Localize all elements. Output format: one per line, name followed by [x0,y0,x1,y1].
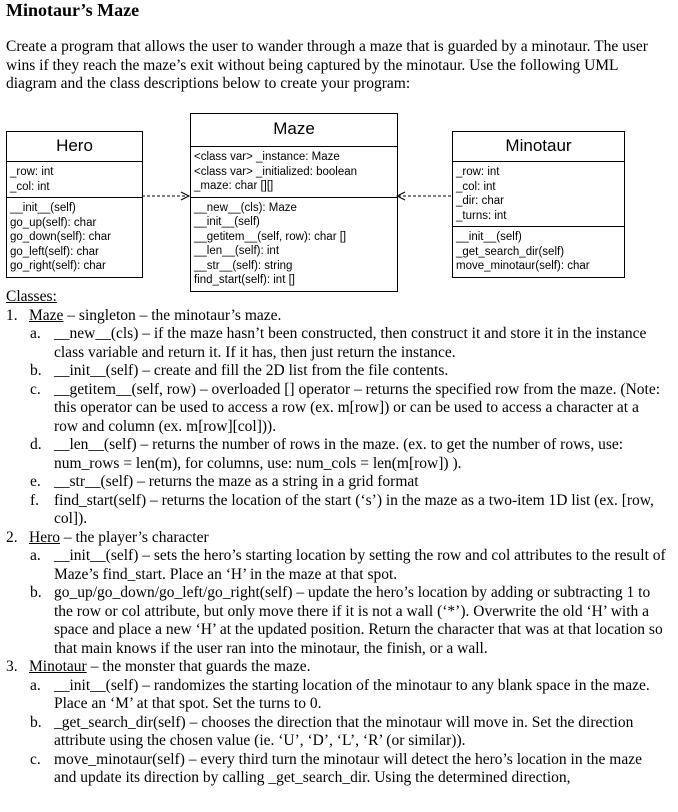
method-letter: b. [30,362,42,379]
method-description [6,751,666,788]
uml-member: __new__(cls): Maze [194,201,297,214]
uml-member: _dir: char [456,195,504,207]
method-letter: a. [30,676,41,694]
method-description [6,584,666,658]
method-description [6,492,666,529]
method-description [6,436,666,473]
method-description [6,362,666,381]
class-number: 1. [6,306,18,324]
classes-section [6,288,666,788]
class-number: 2. [6,528,18,546]
method-description [6,677,666,714]
uml-member: go_up(self): char [10,216,97,229]
class-entry [6,658,666,677]
class-number: 3. [6,658,18,675]
uml-member: <class var> _initialized: boolean [194,165,358,178]
method-description [6,547,666,584]
class-list [6,307,666,788]
class-entry [6,307,666,326]
method-letter: a. [30,547,41,564]
method-text: __len__(self) – returns the number of rows in the maze. (ex. to get the number of rows, use: num_rows = len(m), for columns, use: num_cols = len(m[row]) ). [54,436,624,472]
method-text: __init__(self) – randomizes the starting location of the minotaur to any blank space in the maze. Place an ‘M’ at that spot. Set the turns to 0. [54,676,650,712]
uml-member: <class var> _instance: Maze [194,151,340,163]
method-letter: b. [30,713,42,731]
method-letter: c. [30,380,41,398]
method-text: __str__(self) – returns the maze as a string in a grid format [54,473,419,490]
hero-to-maze-dependency-arrow [142,192,189,200]
class-summary: – the monster that guards the maze. [86,658,311,675]
method-text: __new__(cls) – if the maze hasn’t been constructed, then construct it and store it in the instance class variable and return it. If it has, then just return the instance. [54,325,647,361]
method-text: __init__(self) – sets the hero’s starting location by setting the row and col attributes to the result of Maze’s find_start. Place an ‘H’ in the maze at that spot. [54,547,666,583]
classes-heading: Classes: [6,288,57,305]
method-description [6,473,666,492]
uml-member: __getitem__(self, row): char [] [194,230,347,243]
method-letter: e. [30,473,41,490]
uml-class-name: Hero [7,132,142,162]
class-summary: – singleton – the minotaur’s maze. [63,306,282,324]
method-text: __getitem__(self, row) – overloaded [] operator – returns the specified row from the maze. (Note: this operator can be used to access a row (ex. m[row]) or can be used to access a character at a row and column (ex. m[row][col])). [54,380,660,435]
method-letter: c. [30,750,41,768]
method-description [6,381,666,437]
uml-member: __str__(self): string [194,259,293,272]
uml-member: go_right(self): char [10,260,106,272]
method-letter: b. [30,584,42,601]
uml-member: __len__(self): int [194,245,280,257]
class-name: Minotaur [29,658,87,675]
uml-member: _row: int [456,166,500,178]
uml-member: _turns: int [456,209,507,222]
class-name: Maze [29,306,64,324]
method-letter: f. [30,491,40,509]
uml-member: find_start(self): int [] [194,274,295,286]
class-summary: – the player’s character [60,528,209,546]
minotaur-to-maze-dependency-arrow [397,192,451,200]
uml-member: _col: int [456,180,496,193]
intro-paragraph: Create a program that allows the user to wander through a maze that is guarded by a minotaur. The user wins if they reach the maze’s exit without being captured by the minotaur. Use the following UML diagram and the class descriptions below to create your program: [6,38,648,92]
uml-connectors [0,0,678,300]
page-title: Minotaur’s Maze [6,0,140,20]
uml-class-name: Minotaur [453,132,624,162]
method-text: move_minotaur(self) – every third turn the minotaur will detect the hero’s location in the maze and update its direction by calling _get_search_dir. Using the determined direction, [54,750,642,786]
method-text: __init__(self) – create and fill the 2D list from the file contents. [54,362,449,379]
method-text: go_up/go_down/go_left/go_right(self) – update the hero’s location by adding or subtracting 1 to the row or col attribute, but only move there if it is not a wall (‘*’). Overwrite the old ‘H’ with a space and place a new ‘H’ at the updated position. Return the character that was at that location so that main knows if the user ran into the minotaur, the finish, or a wall. [54,584,663,657]
uml-member: go_left(self): char [10,245,99,258]
class-entry [6,529,666,548]
uml-class-name: Maze [191,114,397,147]
uml-member: _col: int [10,180,50,193]
uml-member: go_down(self): char [10,231,111,243]
uml-member: _maze: char [][] [194,180,274,192]
method-text: _get_search_dir(self) – chooses the direction that the minotaur will move in. Set the direction attribute using the chosen value (ie. ‘U’, ‘D’, ‘L’, ‘R’ (or similar)). [54,713,634,749]
uml-member: _get_search_dir(self) [456,245,565,258]
uml-member: __init__(self) [456,231,522,243]
method-text: find_start(self) – returns the location of the start (‘s’) in the maze as a two-item 1D list (ex. [row, col]). [54,491,654,527]
method-letter: d. [30,436,42,453]
method-letter: a. [30,325,41,342]
uml-member: move_minotaur(self): char [456,260,590,272]
method-description [6,714,666,751]
uml-member: _row: int [10,166,54,178]
uml-member: __init__(self) [10,202,76,214]
method-description [6,325,666,362]
uml-member: __init__(self) [194,216,260,228]
class-name: Hero [29,528,60,546]
